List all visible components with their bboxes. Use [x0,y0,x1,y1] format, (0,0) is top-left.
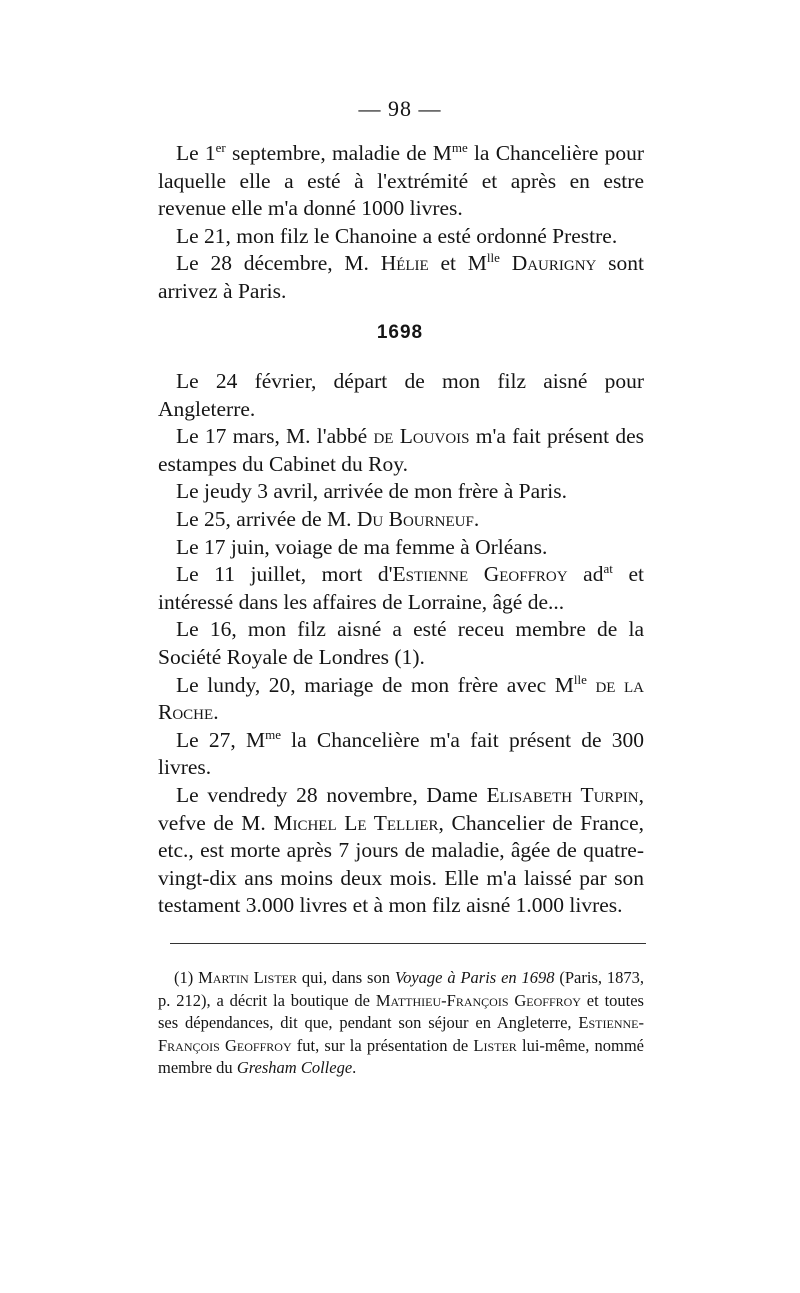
footnote [158,967,644,1080]
entry-february-24: Le 24 février, départ de mon filz aisné pour Angleterre. [158,369,644,421]
entry-november-28: Le vendredy 28 novembre, Dame Elisabeth Turpin, vefve de M. Michel Le Tellier, Chancelier de France, etc., est morte après 7 jours de maladie, âgée de quatre-vingt-dix ans moins deux mois. Elle m'a laissé par son testament 3.000 livres et à mon filz aisné 1.000 livres. [158,782,645,918]
entry-16: Le 16, mon filz aisné a esté receu membre de la Société Royale de Londres (1). [158,617,644,669]
year-heading: 1698 [376,322,424,343]
entries-1697 [158,140,644,306]
entry-december-28: Le 28 décembre, M. Hélie et $M^{lle}$ Daurigny sont arrivez à Paris. [158,250,645,303]
entries-1698 [158,368,644,920]
entry-june-17: Le 17 juin, voiage de ma femme à Orléans. [176,534,548,559]
entry-25: Le 25, arrivée de M. Du Bourneuf. [176,506,480,531]
entry-july-11: Le 11 juillet, mort d'Estienne Geoffroy $ad^{at}$ et intéressé dans les affaires de Lorraine, âgé de... [158,561,644,614]
entry-monday-20: Le lundy, 20, mariage de mon frère avec $M^{lle}$ de la Roche. [158,671,644,725]
entry-21: Le 21, mon filz le Chanoine a esté ordonné Prestre. [176,223,618,248]
footnote-1: (1) Martin Lister qui, dans son Voyage à Paris en 1698 (Paris, 1873, p. 212), a décrit la boutique de Matthieu-François Geoffroy et toutes ses dépendances, dit que, pendant son séjour en Angleterre, Estienne-François Geoffroy fut, sur la présentation de Lister lui-même, nommé membre du Gresham College. [158,968,644,1077]
entry-march-17: Le 17 mars, M. l'abbé de Louvois m'a fait présent des estampes du Cabinet du Roy. [158,424,644,476]
entry-september-1: Le 1er septembre, maladie de $M^{me}$ la Chancelière pour laquelle elle a esté à l'extrémité et après en estre revenue elle m'a donné 1000 livres. [158,139,644,221]
entry-april-3: Le jeudy 3 avril, arrivée de mon frère à Paris. [176,479,568,504]
footnote-divider [170,943,646,944]
entry-27: Le 27, $M^{me}$ la Chancelière m'a fait présent de 300 livres. [158,726,644,780]
page-number: — 98 — [358,96,442,121]
